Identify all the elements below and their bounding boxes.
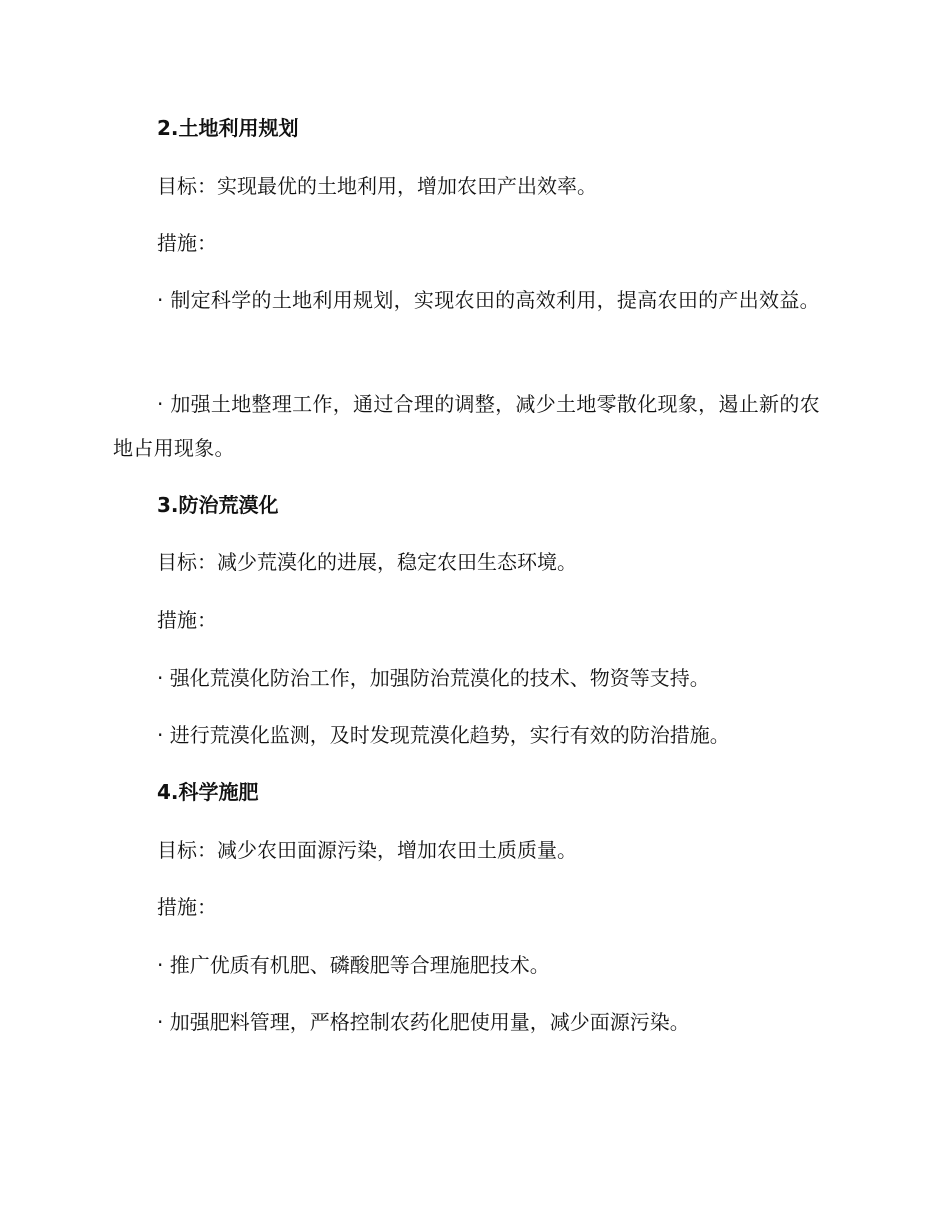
bullet-item: · 推广优质有机肥、磷酸肥等合理施肥技术。 <box>157 953 550 977</box>
bullet-item: · 制定科学的土地利用规划，实现农田的高效利用，提高农田的产出效益。 <box>157 288 820 312</box>
goal-text: 目标：减少荒漠化的进展，稳定农田生态环境。 <box>157 550 577 574</box>
measures-label: 措施： <box>157 231 217 255</box>
bullet-item: · 进行荒漠化监测，及时发现荒漠化趋势，实行有效的防治措施。 <box>157 723 730 747</box>
goal-text: 目标：实现最优的土地利用，增加农田产出效率。 <box>157 174 597 198</box>
section-heading: 4.科学施肥 <box>157 780 259 804</box>
goal-text: 目标：减少农田面源污染，增加农田土质质量。 <box>157 838 577 862</box>
bullet-item: · 加强肥料管理，严格控制农药化肥使用量，减少面源污染。 <box>157 1010 690 1034</box>
section-heading: 2.土地利用规划 <box>157 116 299 140</box>
bullet-item: · 加强土地整理工作，通过合理的调整，减少土地零散化现象，遏止新的农地占用现象。 <box>113 392 820 460</box>
bullet-item: · 强化荒漠化防治工作，加强防治荒漠化的技术、物资等支持。 <box>157 666 710 690</box>
measures-label: 措施： <box>157 895 217 919</box>
measures-label: 措施： <box>157 608 217 632</box>
section-heading: 3.防治荒漠化 <box>157 493 279 517</box>
